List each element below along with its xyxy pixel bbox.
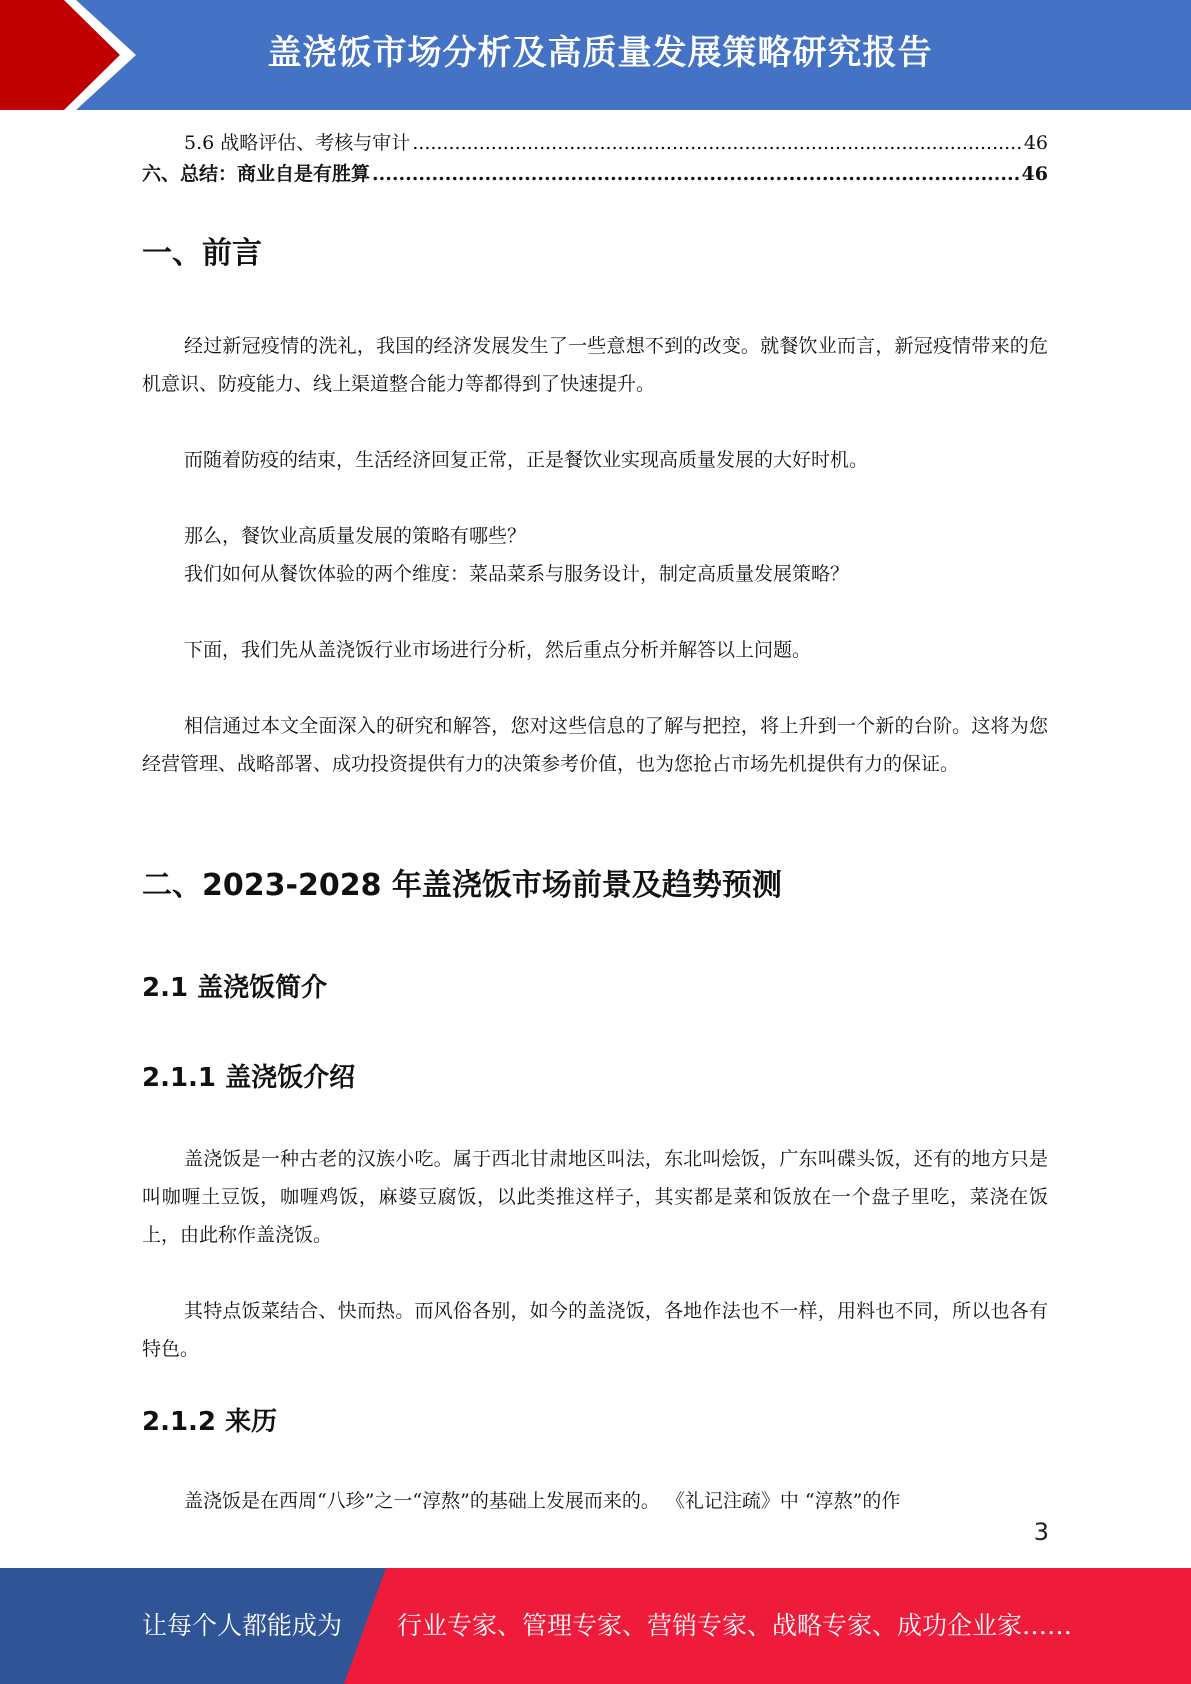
header-red-chevron bbox=[0, 0, 150, 110]
page-header-banner bbox=[0, 0, 1191, 110]
paragraph: 经过新冠疫情的洗礼，我国的经济发展发生了一些意想不到的改变。就餐饮业而言，新冠疫情带来的危机意识、防疫能力、线上渠道整合能力等都得到了快速提升。 bbox=[142, 335, 1048, 395]
report-title: 盖浇饭市场分析及高质量发展策略研究报告 bbox=[267, 33, 933, 73]
page-number: 3 bbox=[1033, 1518, 1049, 1546]
paragraph: 其特点饭菜结合、快而热。而风俗各别，如今的盖浇饭，各地作法也不一样，用料也不同，所以也各有特色。 bbox=[142, 1300, 1048, 1360]
subsection-heading-introduction: 2.1.1 盖浇饭介绍 bbox=[142, 1063, 356, 1093]
toc-entry-page: 46 bbox=[1023, 132, 1048, 154]
paragraph: 我们如何从餐饮体验的两个维度：菜品菜系与服务设计，制定高质量发展策略？ bbox=[184, 563, 850, 585]
toc-entry[interactable] bbox=[184, 128, 1048, 158]
subsection-heading-intro: 2.1 盖浇饭简介 bbox=[142, 973, 328, 1003]
paragraph: 盖浇饭是在西周“八珍”之一“淳熬”的基础上发展而来的。 《礼记注疏》中 “淳熬”的作 bbox=[184, 1490, 901, 1512]
subsection-heading-origin: 2.1.2 来历 bbox=[142, 1407, 278, 1437]
footer-slogan-right: 行业专家、管理专家、营销专家、战略专家、成功企业家…… bbox=[397, 1611, 1073, 1640]
toc-entry-label: 5.6 战略评估、考核与审计 bbox=[184, 132, 411, 154]
section-heading-preface: 一、前言 bbox=[142, 236, 262, 271]
paragraph: 盖浇饭是一种古老的汉族小吃。属于西北甘肃地区叫法，东北叫烩饭，广东叫碟头饭，还有的地方只是叫咖喱土豆饭，咖喱鸡饭，麻婆豆腐饭，以此类推这样子，其实都是菜和饭放在一个盘子里吃，菜浇在饭上，由此称作盖浇饭。 bbox=[142, 1148, 1048, 1246]
section-heading-forecast: 二、2023-2028 年盖浇饭市场前景及趋势预测 bbox=[142, 868, 782, 903]
paragraph: 而随着防疫的结束，生活经济回复正常，正是餐饮业实现高质量发展的大好时机。 bbox=[184, 449, 869, 471]
paragraph: 相信通过本文全面深入的研究和解答，您对这些信息的了解与把控，将上升到一个新的台阶。这将为您经营管理、战略部署、成功投资提供有力的决策参考价值，也为您抢占市场先机提供有力的保证。 bbox=[142, 715, 1048, 775]
toc-entry-label: 六、总结：商业自是有胜算 bbox=[142, 163, 371, 185]
toc-entry-page: 46 bbox=[1021, 163, 1048, 185]
paragraph: 下面，我们先从盖浇饭行业市场进行分析，然后重点分析并解答以上问题。 bbox=[184, 639, 812, 661]
toc-entry[interactable] bbox=[142, 159, 1048, 189]
paragraph: 那么，餐饮业高质量发展的策略有哪些？ bbox=[184, 525, 527, 547]
page-footer-banner bbox=[0, 1568, 1191, 1684]
footer-slogan-left: 让每个人都能成为 bbox=[142, 1611, 343, 1640]
toc-leader-dots bbox=[412, 128, 1022, 158]
toc-leader-dots bbox=[372, 159, 1020, 189]
